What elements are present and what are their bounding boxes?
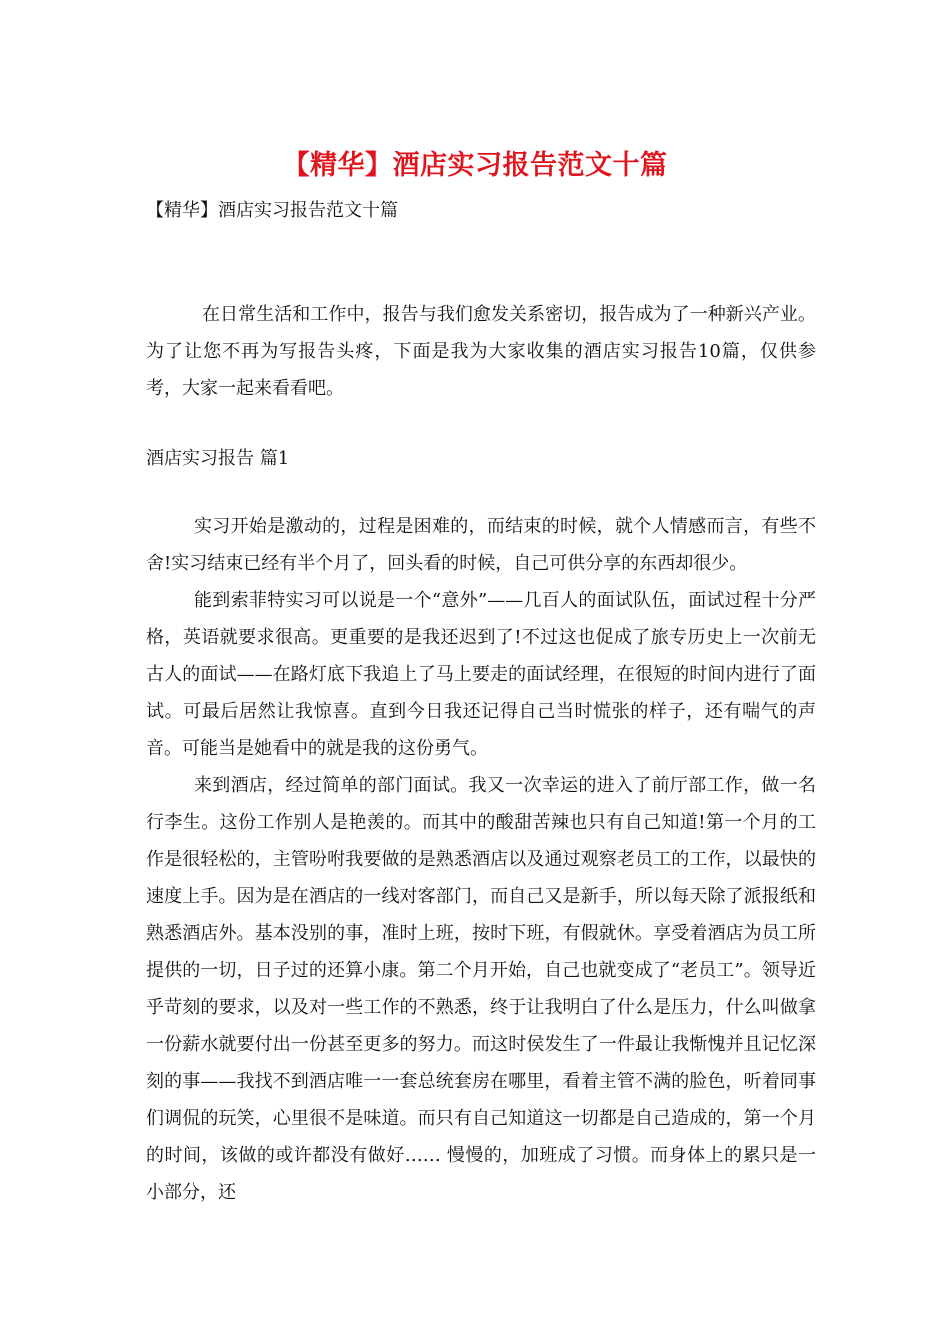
intro-paragraph: 在日常生活和工作中，报告与我们愈发关系密切，报告成为了一种新兴产业。为了让您不再为写报告头疼，下面是我为大家收集的酒店实习报告10篇，仅供参考，大家一起来看看吧。 bbox=[146, 304, 816, 399]
article-body bbox=[146, 508, 816, 1211]
document-title: 【精华】酒店实习报告范文十篇 bbox=[282, 150, 668, 181]
paragraph: 能到索菲特实习可以说是一个“意外”——几百人的面试队伍，面试过程十分严格，英语就要求很高。更重要的是我还迟到了!不过这也促成了旅专历史上一次前无古人的面试——在路灯底下我追上了马上要走的面试经理，在很短的时间内进行了面试。可最后居然让我惊喜。直到今日我还记得自己当时慌张的样子，还有喘气的声音。可能当是她看中的就是我的这份勇气。 bbox=[146, 590, 816, 759]
paragraph: 来到酒店，经过简单的部门面试。我又一次幸运的进入了前厅部工作，做一名行李生。这份工作别人是艳羡的。而其中的酸甜苦辣也只有自己知道!第一个月的工作是很轻松的，主管吩咐我要做的是熟悉酒店以及通过观察老员工的工作，以最快的速度上手。因为是在酒店的一线对客部门，而自己又是新手，所以每天除了派报纸和熟悉酒店外。基本没别的事，准时上班，按时下班，有假就休。享受着酒店为员工所提供的一切，日子过的还算小康。第二个月开始，自己也就变成了“老员工”。领导近乎苛刻的要求，以及对一些工作的不熟悉，终于让我明白了什么是压力，什么叫做拿一份薪水就要付出一份甚至更多的努力。而这时侯发生了一件最让我惭愧并且记忆深刻的事——我找不到酒店唯一一套总统套房在哪里，看着主管不满的脸色，听着同事们调侃的玩笑，心里很不是味道。而只有自己知道这一切都是自己造成的，第一个月的时间，该做的或许都没有做好…… 慢慢的，加班成了习惯。而身体上的累只是一小部分，还 bbox=[146, 775, 816, 1203]
document-subtitle: 【精华】酒店实习报告范文十篇 bbox=[146, 200, 398, 221]
section-heading: 酒店实习报告 篇1 bbox=[146, 448, 290, 469]
paragraph: 实习开始是激动的，过程是困难的，而结束的时候，就个人情感而言，有些不舍!实习结束已经有半个月了，回头看的时候，自己可供分享的东西却很少。 bbox=[146, 516, 816, 574]
